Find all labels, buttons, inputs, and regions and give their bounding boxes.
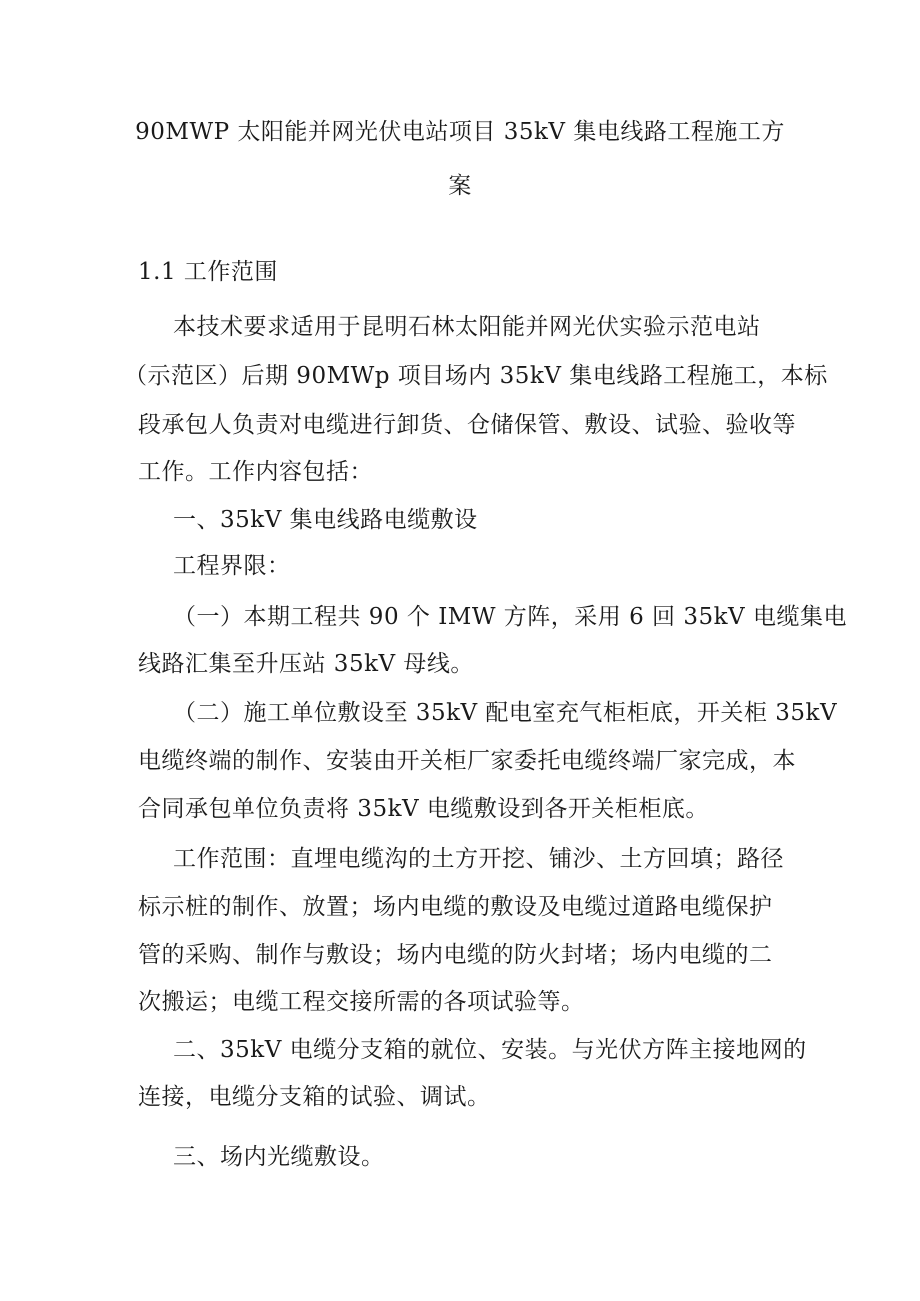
paragraph-line: 工作。工作内容包括：	[138, 459, 373, 485]
paragraph-line: 合同承包单位负责将 35kV 电缆敷设到各开关柜柜底。	[138, 796, 709, 822]
paragraph-line: 次搬运；电缆工程交接所需的各项试验等。	[138, 989, 585, 1015]
paragraph-line: 工作范围：直埋电缆沟的土方开挖、铺沙、土方回填；路径	[173, 846, 784, 872]
section-heading: 1.1 工作范围	[138, 259, 278, 285]
paragraph-line: 连接，电缆分支箱的试验、调试。	[138, 1084, 491, 1110]
paragraph-line: （二）施工单位敷设至 35kV 配电室充气柜柜底，开关柜 35kV	[173, 700, 838, 726]
paragraph-line: 本技术要求适用于昆明石林太阳能并网光伏实验示范电站	[173, 314, 761, 340]
paragraph-line: 管的采购、制作与敷设；场内电缆的防火封堵；场内电缆的二	[138, 942, 773, 968]
document-title-line-2: 案	[448, 173, 472, 199]
list-item-3: 三、场内光缆敷设。	[173, 1144, 385, 1170]
paragraph-line: 电缆终端的制作、安装由开关柜厂家委托电缆终端厂家完成，本	[138, 748, 796, 774]
paragraph-line: 标示桩的制作、放置；场内电缆的敷设及电缆过道路电缆保护	[138, 894, 773, 920]
paragraph-line: 段承包人负责对电缆进行卸货、仓储保管、敷设、试验、验收等	[138, 412, 796, 438]
boundary-label: 工程界限：	[173, 553, 291, 579]
paragraph-line: 线路汇集至升压站 35kV 母线。	[138, 651, 474, 677]
list-item-1: 一、35kV 集电线路电缆敷设	[173, 507, 478, 533]
list-item-2: 二、35kV 电缆分支箱的就位、安装。与光伏方阵主接地网的	[173, 1037, 807, 1063]
paragraph-line: （一）本期工程共 90 个 IMW 方阵，采用 6 回 35kV 电缆集电	[173, 604, 847, 630]
paragraph-line: （示范区）后期 90MWp 项目场内 35kV 集电线路工程施工，本标	[124, 363, 828, 389]
document-title-line-1: 90MWP 太阳能并网光伏电站项目 35kV 集电线路工程施工方	[135, 119, 785, 145]
